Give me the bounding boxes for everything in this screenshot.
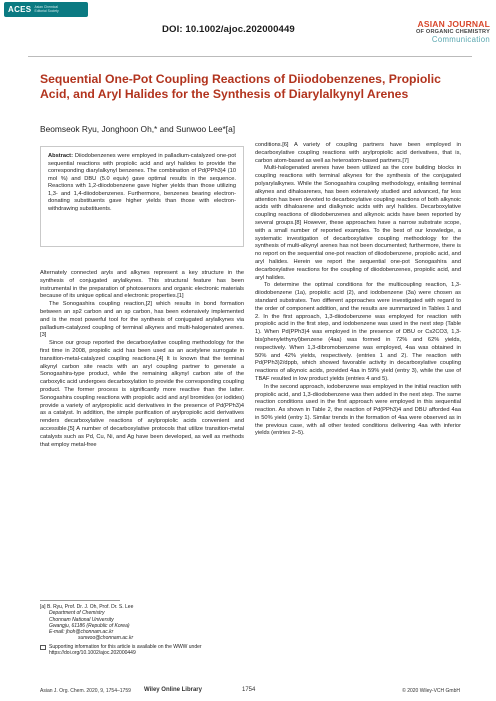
right-column — [255, 142, 461, 438]
footnote-divider — [40, 600, 120, 601]
email-link[interactable]: sunwoo@chonnam.ac.kr — [78, 635, 134, 642]
abstract-text: Diiodobenzenes were employed in palladium-catalyzed one-pot sequential reactions with propiolic acid and aryl halides to provide the corresponding diarylalkynyl benzenes. The combination of Pd(PPh3)4 (10 mol %) and DBU (5.0 equiv) gave optimal results in the sequence. Reactions with 1,2-diiodobenzene gave higher yields than those utilizing 1,3- and 1,4-diiodobenzenes. Furthermore, benzenes bearing electron-donating substituents gave higher yields than those with electron-withdrawing substituents. — [48, 153, 236, 212]
abstract-label: Abstract: — [48, 153, 73, 159]
paragraph: Alternately connected aryls and alkynes represent a key structure in the synthesis of conjugated arylalkynes. This structural feature has been instrumental in the preparation of photosensors and organic electronic materials because of its unique optical and electronic properties.[1] — [40, 270, 244, 300]
paragraph: To determine the optimal conditions for the multicoupling reaction, 1,3-diiodobenzene (1a), propiolic acid (2), and iodobenzene (3a) were chosen as standard substrates. Two different approaches were investigated with regard to the order of component addition, and the results are summarized in Tables 1 and 2. In the first approach, 1,3-diiodobenzene was employed for reaction with propiolic acid in the first step, and iodobenzene was used in the next step (Table 1). When Pd(PPh3)4 was employed in the presence of DBU or Cs2CO3, 1,3-bis(phenylethynyl)benzene (4aa) was formed in 72% and 62% yields, respectively. When 1,3-dibromobenzene was employed, 4aa was obtained in 50% and 42% yields, respectively. (entries 1 and 2). The reaction with Pd(PPh3)2/dppb, which showed favorable activity in decarboxylative coupling reactions of alkynoic acids, provided 4aa in 59% yield (entry 3), while the use of TBAF resulted in low product yields (entries 4 and 5). — [255, 282, 461, 382]
copyright: © 2020 Wiley-VCH GmbH — [402, 688, 460, 694]
citation: Asian J. Org. Chem. 2020, 9, 1754–1759 — [40, 688, 131, 694]
page-footer — [40, 688, 460, 696]
article-type: Communication — [431, 35, 490, 45]
wiley-online-library-link[interactable]: Wiley Online Library — [144, 687, 202, 693]
supporting-info-icon — [40, 645, 46, 650]
paragraph: In the second approach, iodobenzene was employed in the initial reaction with propiolic acid, and 1,3-diiodobenzene was then added in the next step. The same reaction conditions used in the first approach were employed in this sequential reaction. As shown in Table 2, the reaction of Pd(PPh3)4 and DBU afforded 4aa in 50% yield (entry 1). Similar trends in the formation of 4aa were observed as in the previous case, with all other tested conditions delivering 4aa with inferior yields (entries 2–5). — [255, 383, 461, 437]
left-column — [40, 270, 244, 449]
aces-logo-text: ACES — [8, 5, 32, 14]
affiliation-names: B. Ryu, Prof. Dr. J. Oh, Prof. Dr. S. Lee — [46, 604, 134, 610]
page-number: 1754 — [242, 687, 256, 693]
page-header — [0, 0, 496, 64]
affiliation-univ: Chonnam National University — [49, 616, 114, 623]
doi-link[interactable]: DOI: 10.1002/ajoc.202000449 — [162, 24, 295, 35]
paragraph: Since our group reported the decarboxylative coupling methodology for the first time in 2008, propiolic acid has been used as an acetylene surrogate in transition-metal-catalyzed coupling reactions.[4] It is known that the terminal alkynyl carbon site reacts with an aryl coupling partner to generate a Sonogashira-type product, while the remaining alkynyl carbon site of the carboxylic acid undergoes decarboxylation to provide the corresponding coupling product. The former process is significantly more reactive than the latter. Sonogashira coupling reactions with propiolic acid and aryl bromides (or iodides) provide a variety of arylpropiolic acid derivatives in the presence of Pd(PPh3)4 as a catalyst. In addition, the simple purification of arylpropiolic acid derivatives renders decarboxylative reactions of arylpropiolic acids convenient and accessible.[5] A number of decarboxylative protocols that utilize transition-metal catalysts such as Pd, Cu, Ni, and Ag have been developed, as well as methods that employ metal-free — [40, 340, 244, 448]
supporting-info-text[interactable]: Supporting information for this article is available on the WWW under https://doi.org/10.1002/ajoc.202000449 — [49, 643, 202, 657]
affiliation-dept: Department of Chemistry — [49, 610, 105, 617]
header-divider — [28, 56, 472, 57]
journal-name-line1: ASIAN JOURNAL — [417, 19, 490, 29]
author-list: Beomseok Ryu, Jonghoon Oh,* and Sunwoo Lee*[a] — [40, 124, 236, 134]
aces-logo-subtext: Asian Chemical Editorial Society — [34, 4, 59, 13]
aces-logo — [4, 2, 88, 17]
affiliation-footnote — [40, 604, 246, 656]
journal-logo — [416, 20, 490, 44]
article-title: Sequential One-Pot Coupling Reactions of Diiodobenzenes, Propiolic Acid, and Aryl Halides for the Synthesis of Diarylalkynyl Arenes — [40, 72, 441, 101]
journal-name-line2: OF ORGANIC CHEMISTRY — [415, 28, 490, 35]
email-link[interactable]: E-mail: jhoh@chonnam.ac.kr — [49, 629, 114, 636]
affiliation-city: Gwangju, 61186 (Republic of Korea) — [49, 622, 130, 629]
abstract-box — [40, 146, 244, 247]
affiliation-marker: [a] — [40, 604, 46, 610]
paragraph: Multi-halogenated arenes have been utilized as the core building blocks in coupling reactions with terminal alkynes for the synthesis of the conjugated polyarylalkynes. While the Sonogashira coupling methodology, entailing terminal alkynes and dihaloarenes, has been extensively studied and advanced, far less attention has been devoted to decarboxylative coupling reactions of both alkynoic acids with dihaloarene and dialkynoic acids with aryl halides. Decarboxylative coupling reactions of diiodobenzenes and alkynoic acids have been reported by several groups.[8] However, these approaches have a narrow substrate scope, with a small number of reported examples. To the best of our knowledge, a systematic investigation of decarboxylative coupling methodology for the synthesis of multi-alkynyl arenes has not been documented; furthermore, there is no report on the sequential one-pot reaction of diiodobenzene, propiolic acid, and aryl halides. Herein we report the sequential one-pot Sonogashira and decarboxylative reactions for the coupling of diiodobenzenes, propiolic acid, and aryl halides. — [255, 165, 461, 281]
paragraph: The Sonogashira coupling reaction,[2] which results in bond formation between an sp2 carbon and an sp carbon, has been extensively implemented and is the most powerful tool for the synthesis of conjugated arylalkynes via palladium-catalyzed coupling of terminal alkynes and multi-halogenated arenes.[3] — [40, 301, 244, 339]
paragraph: conditions.[6] A variety of coupling partners have been employed in decarboxylative coupling reactions with arylpropiolic acid derivatives, that is, carbon atom-based as well as heteroatom-based partners.[7] — [255, 142, 461, 164]
